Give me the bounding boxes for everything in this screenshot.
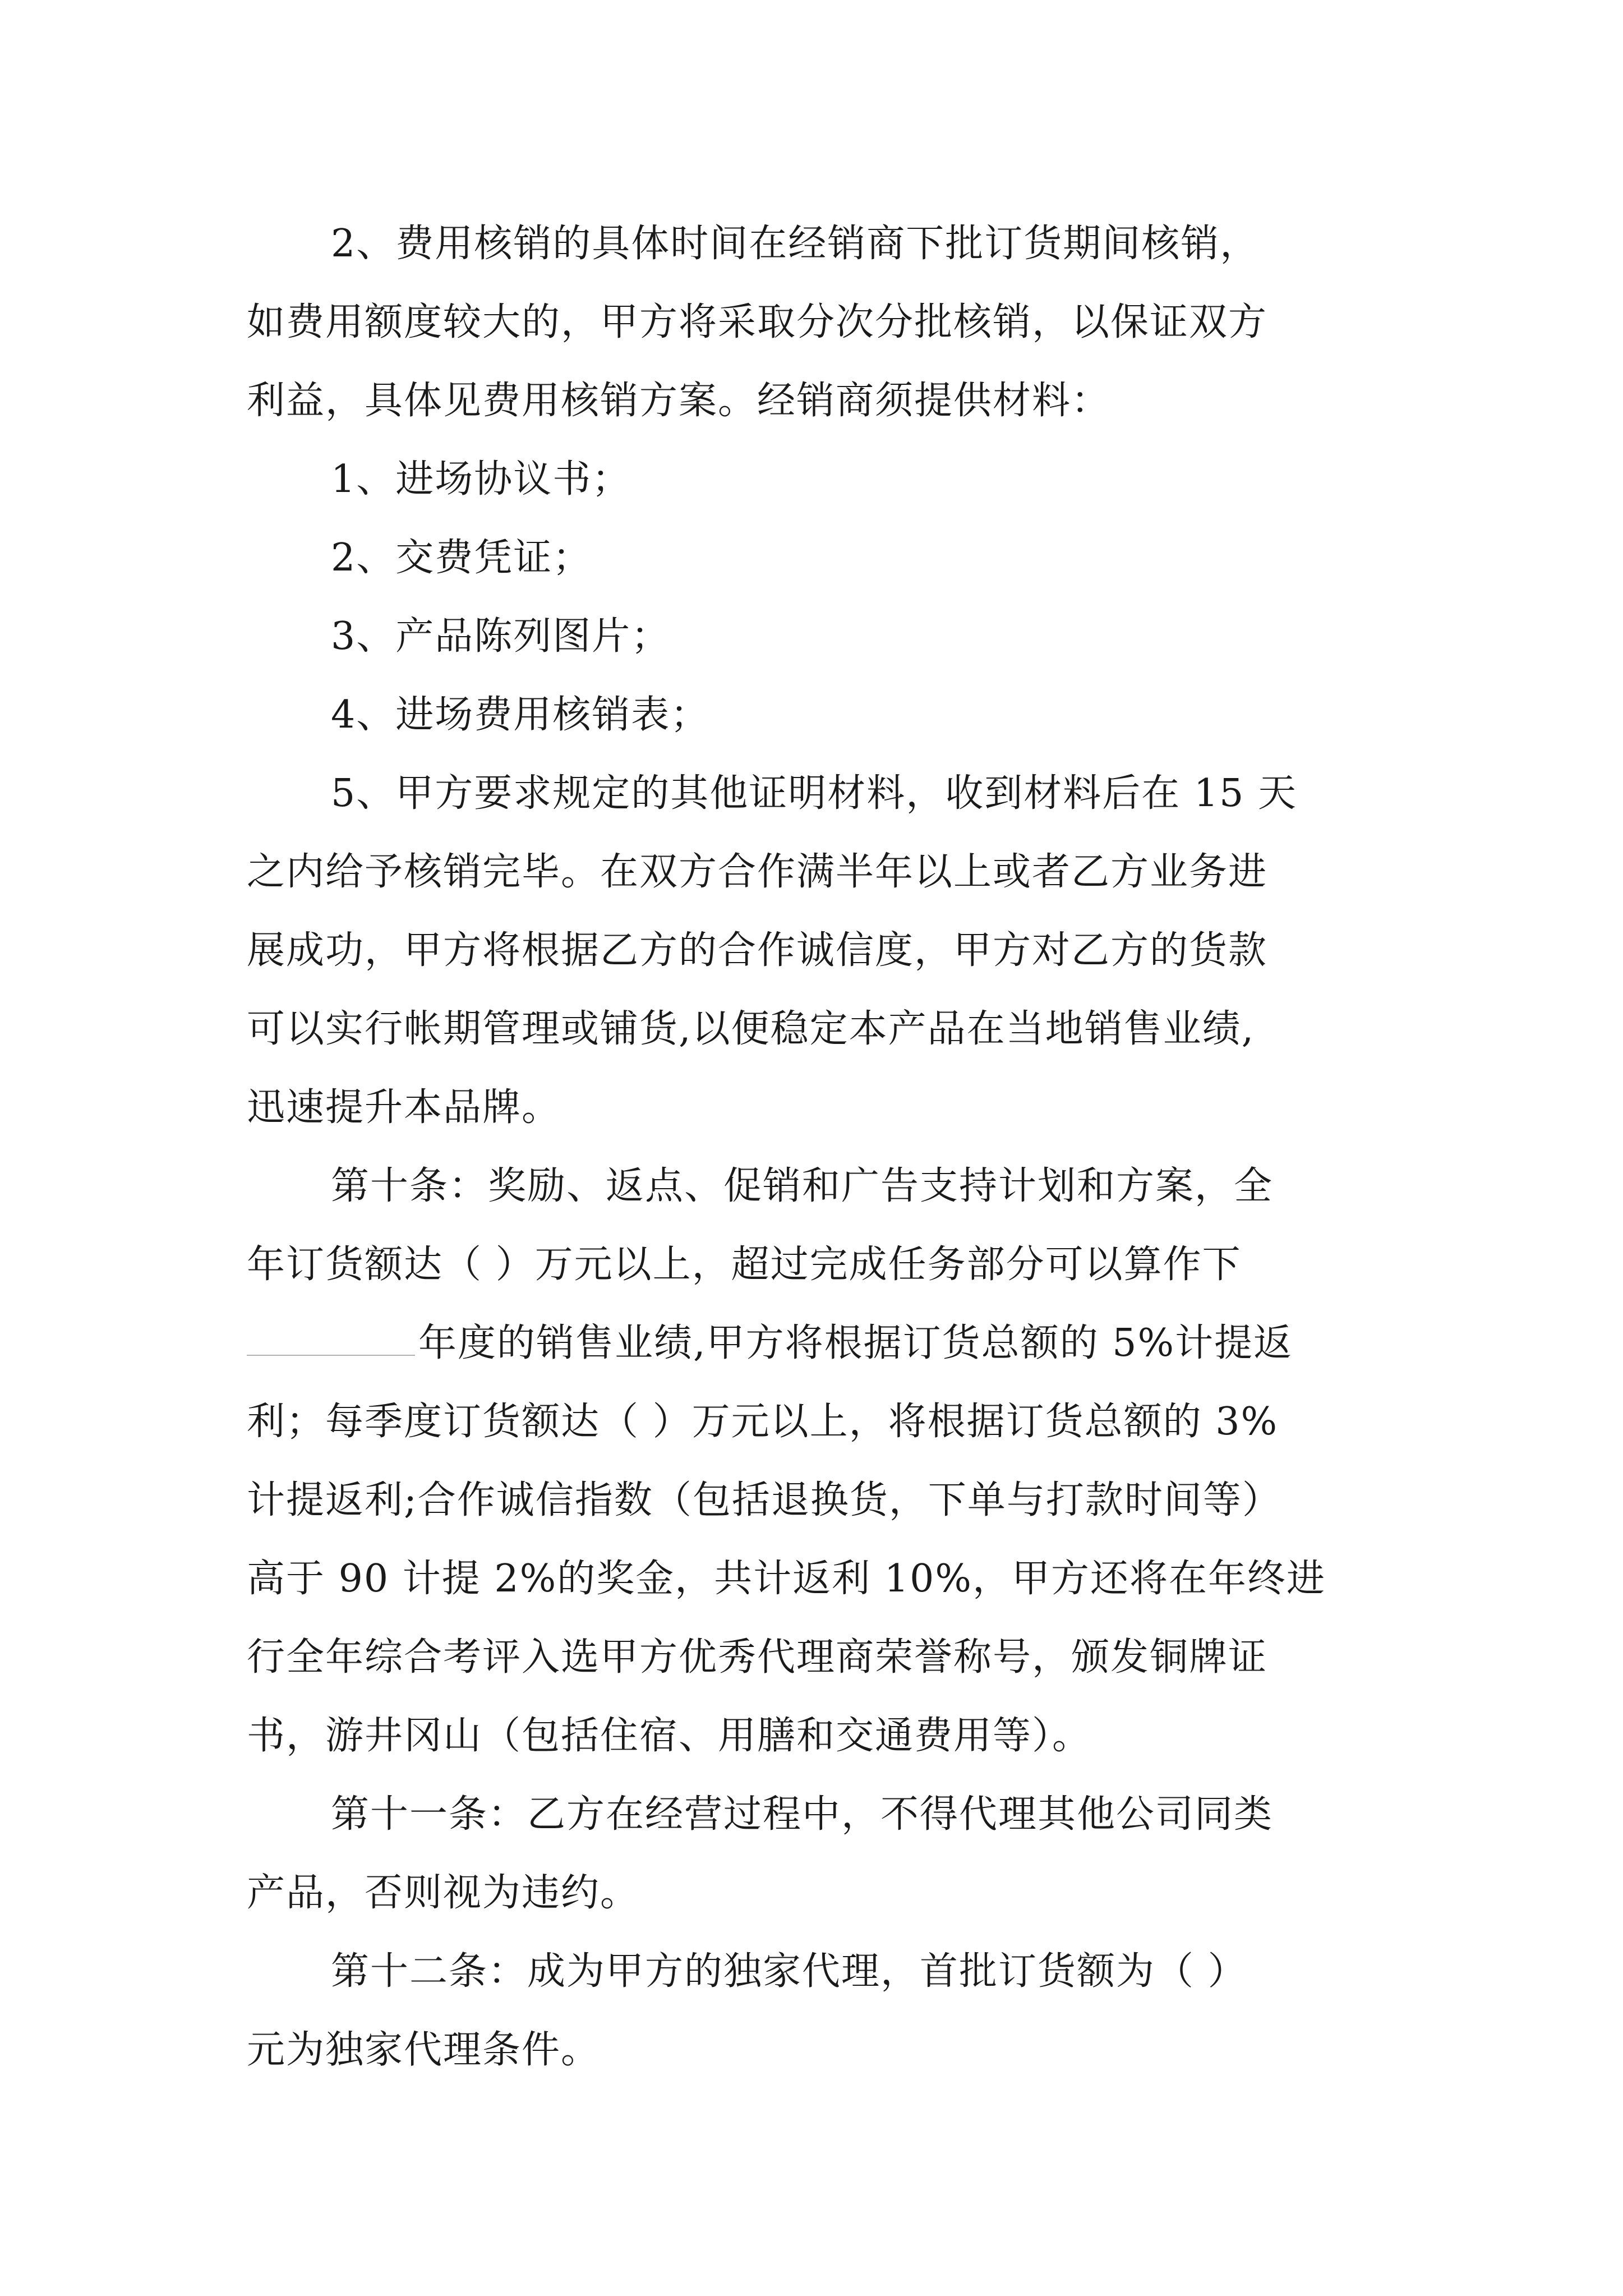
fill-in-blank xyxy=(247,1315,415,1356)
paragraph-line-text: 年度的销售业绩,甲方将根据订货总额的 5%计提返 xyxy=(418,1321,1293,1365)
article-heading-line: 第十二条：成为甲方的独家代理，首批订货额为（ ） xyxy=(331,1949,1247,1994)
list-item: 1、进场协议书； xyxy=(331,457,631,501)
article-heading-line: 第十条：奖励、返点、促销和广告支持计划和方案，全 xyxy=(331,1164,1274,1208)
list-item: 2、交费凭证； xyxy=(331,536,592,580)
paragraph-line: 利；每季度订货额达（ ）万元以上，将根据订货总额的 3% xyxy=(247,1400,1279,1444)
paragraph-line: 之内给予核销完毕。在双方合作满半年以上或者乙方业务进 xyxy=(247,850,1268,894)
article-heading-line: 第十一条：乙方在经营过程中，不得代理其他公司同类 xyxy=(331,1792,1274,1837)
paragraph-line: 计提返利;合作诚信指数（包括退换货，下单与打款时间等） xyxy=(247,1478,1281,1522)
list-item: 3、产品陈列图片； xyxy=(331,614,671,659)
paragraph-line: 2、费用核销的具体时间在经销商下批订货期间核销， xyxy=(331,222,1260,266)
paragraph-line: 行全年综合考评入选甲方优秀代理商荣誉称号，颁发铜牌证 xyxy=(247,1635,1268,1680)
list-item: 4、进场费用核销表； xyxy=(331,693,710,737)
paragraph-line: 产品，否则视为违约。 xyxy=(247,1871,640,1915)
paragraph-line-with-blank xyxy=(247,1313,1293,1374)
paragraph-line: 年订货额达（ ）万元以上，超过完成任务部分可以算作下 xyxy=(247,1243,1242,1287)
paragraph-line: 如费用额度较大的，甲方将采取分次分批核销，以保证双方 xyxy=(247,300,1268,344)
paragraph-line: 书，游井冈山（包括住宿、用膳和交通费用等）。 xyxy=(247,1714,1092,1758)
paragraph-line: 高于 90 计提 2%的奖金，共计返利 10%，甲方还将在年终进 xyxy=(247,1557,1326,1601)
paragraph-line: 可以实行帐期管理或铺货,以便稳定本产品在当地销售业绩, xyxy=(247,1007,1255,1051)
paragraph-line: 迅速提升本品牌。 xyxy=(247,1085,561,1130)
list-item: 5、甲方要求规定的其他证明材料，收到材料后在 15 天 xyxy=(331,771,1298,816)
paragraph-line: 元为独家代理条件。 xyxy=(247,2028,601,2072)
paragraph-line: 利益，具体见费用核销方案。经销商须提供材料： xyxy=(247,379,1111,423)
paragraph-line: 展成功，甲方将根据乙方的合作诚信度，甲方对乙方的货款 xyxy=(247,928,1268,973)
